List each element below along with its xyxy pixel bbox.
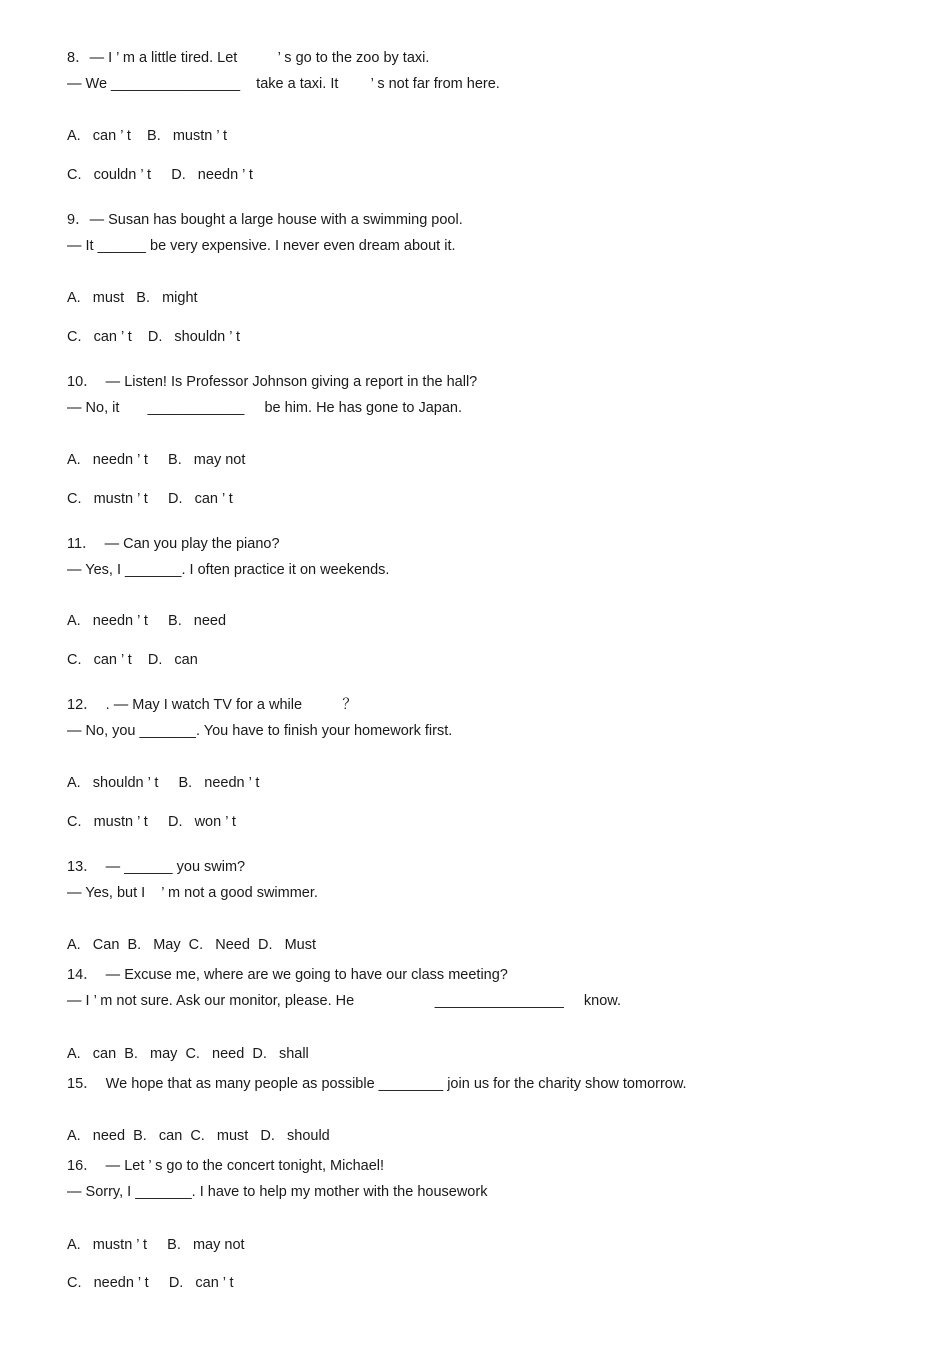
question-11-reply: — Yes, I _______. I often practice it on weekends. <box>67 562 390 578</box>
question-12-options-cd: C. mustn ’ t D. won ’ t <box>67 814 236 830</box>
question-14-prompt: 14． — Excuse me, where are we going to have our class meeting? <box>67 967 508 983</box>
question-16-prompt: 16． — Let ’ s go to the concert tonight, Michael! <box>67 1158 385 1174</box>
question-8-options-ab: A. can ’ t B. mustn ’ t <box>67 128 228 144</box>
question-9-options-cd: C. can ’ t D. shouldn ’ t <box>67 329 240 345</box>
question-11-options-cd: C. can ’ t D. can <box>67 652 198 668</box>
question-12-prompt: 12． . — May I watch TV for a while ？ <box>67 697 357 713</box>
question-13-prompt: 13． — ______ you swim? <box>67 859 246 875</box>
question-13-reply: — Yes, but I ’ m not a good swimmer. <box>67 885 318 901</box>
question-16-options-cd: C. needn ’ t D. can ’ t <box>67 1275 234 1291</box>
question-8-prompt: 8．— I ’ m a little tired. Let ’ s go to the zoo by taxi. <box>67 50 430 66</box>
question-9-reply: — It ______ be very expensive. I never even dream about it. <box>67 238 456 254</box>
question-11-options-ab: A. needn ’ t B. need <box>67 613 227 629</box>
question-16-reply: — Sorry, I _______. I have to help my mother with the housework <box>67 1184 488 1200</box>
question-10-reply: — No, it ____________ be him. He has gone to Japan. <box>67 400 462 416</box>
question-13-options: A. Can B. May C. Need D. Must <box>67 937 316 953</box>
question-9-prompt: 9．— Susan has bought a large house with a swimming pool. <box>67 212 463 228</box>
question-8-reply: — We ________________ take a taxi. It ’ s not far from here. <box>67 76 500 92</box>
question-10-options-cd: C. mustn ’ t D. can ’ t <box>67 491 233 507</box>
question-10-prompt: 10． — Listen! Is Professor Johnson giving a report in the hall? <box>67 374 478 390</box>
question-9-options-ab: A. must B. might <box>67 290 198 306</box>
question-12-reply: — No, you _______. You have to finish your homework first. <box>67 723 453 739</box>
question-14-reply: — I ’ m not sure. Ask our monitor, please. He ________________ know. <box>67 993 621 1009</box>
question-15-prompt: 15． We hope that as many people as possible ________ join us for the charity show tomorrow. <box>67 1076 687 1092</box>
question-11-prompt: 11． — Can you play the piano? <box>67 536 280 552</box>
question-15-options: A. need B. can C. must D. should <box>67 1128 330 1144</box>
question-14-options: A. can B. may C. need D. shall <box>67 1046 309 1062</box>
question-8-options-cd: C. couldn ’ t D. needn ’ t <box>67 167 253 183</box>
question-10-options-ab: A. needn ’ t B. may not <box>67 452 246 468</box>
question-16-options-ab: A. mustn ’ t B. may not <box>67 1237 245 1253</box>
question-12-options-ab: A. shouldn ’ t B. needn ’ t <box>67 775 260 791</box>
